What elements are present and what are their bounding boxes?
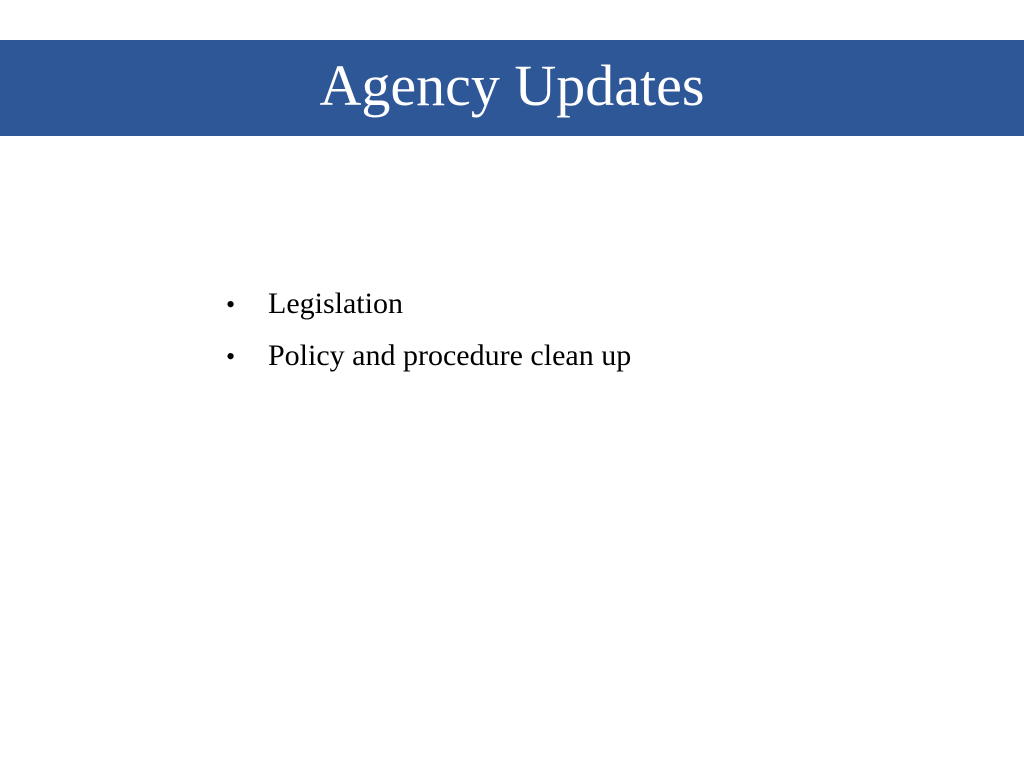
bullet-list	[226, 278, 631, 382]
bullet-dot-icon: •	[226, 342, 236, 371]
bullet-item	[226, 278, 631, 330]
slide-title: Agency Updates	[319, 53, 705, 118]
bullet-dot-icon: •	[226, 290, 236, 319]
bullet-text: Policy and procedure clean up	[268, 339, 632, 372]
bullet-text: Legislation	[268, 287, 403, 320]
bullet-item	[226, 330, 631, 382]
title-bar	[0, 40, 1024, 136]
